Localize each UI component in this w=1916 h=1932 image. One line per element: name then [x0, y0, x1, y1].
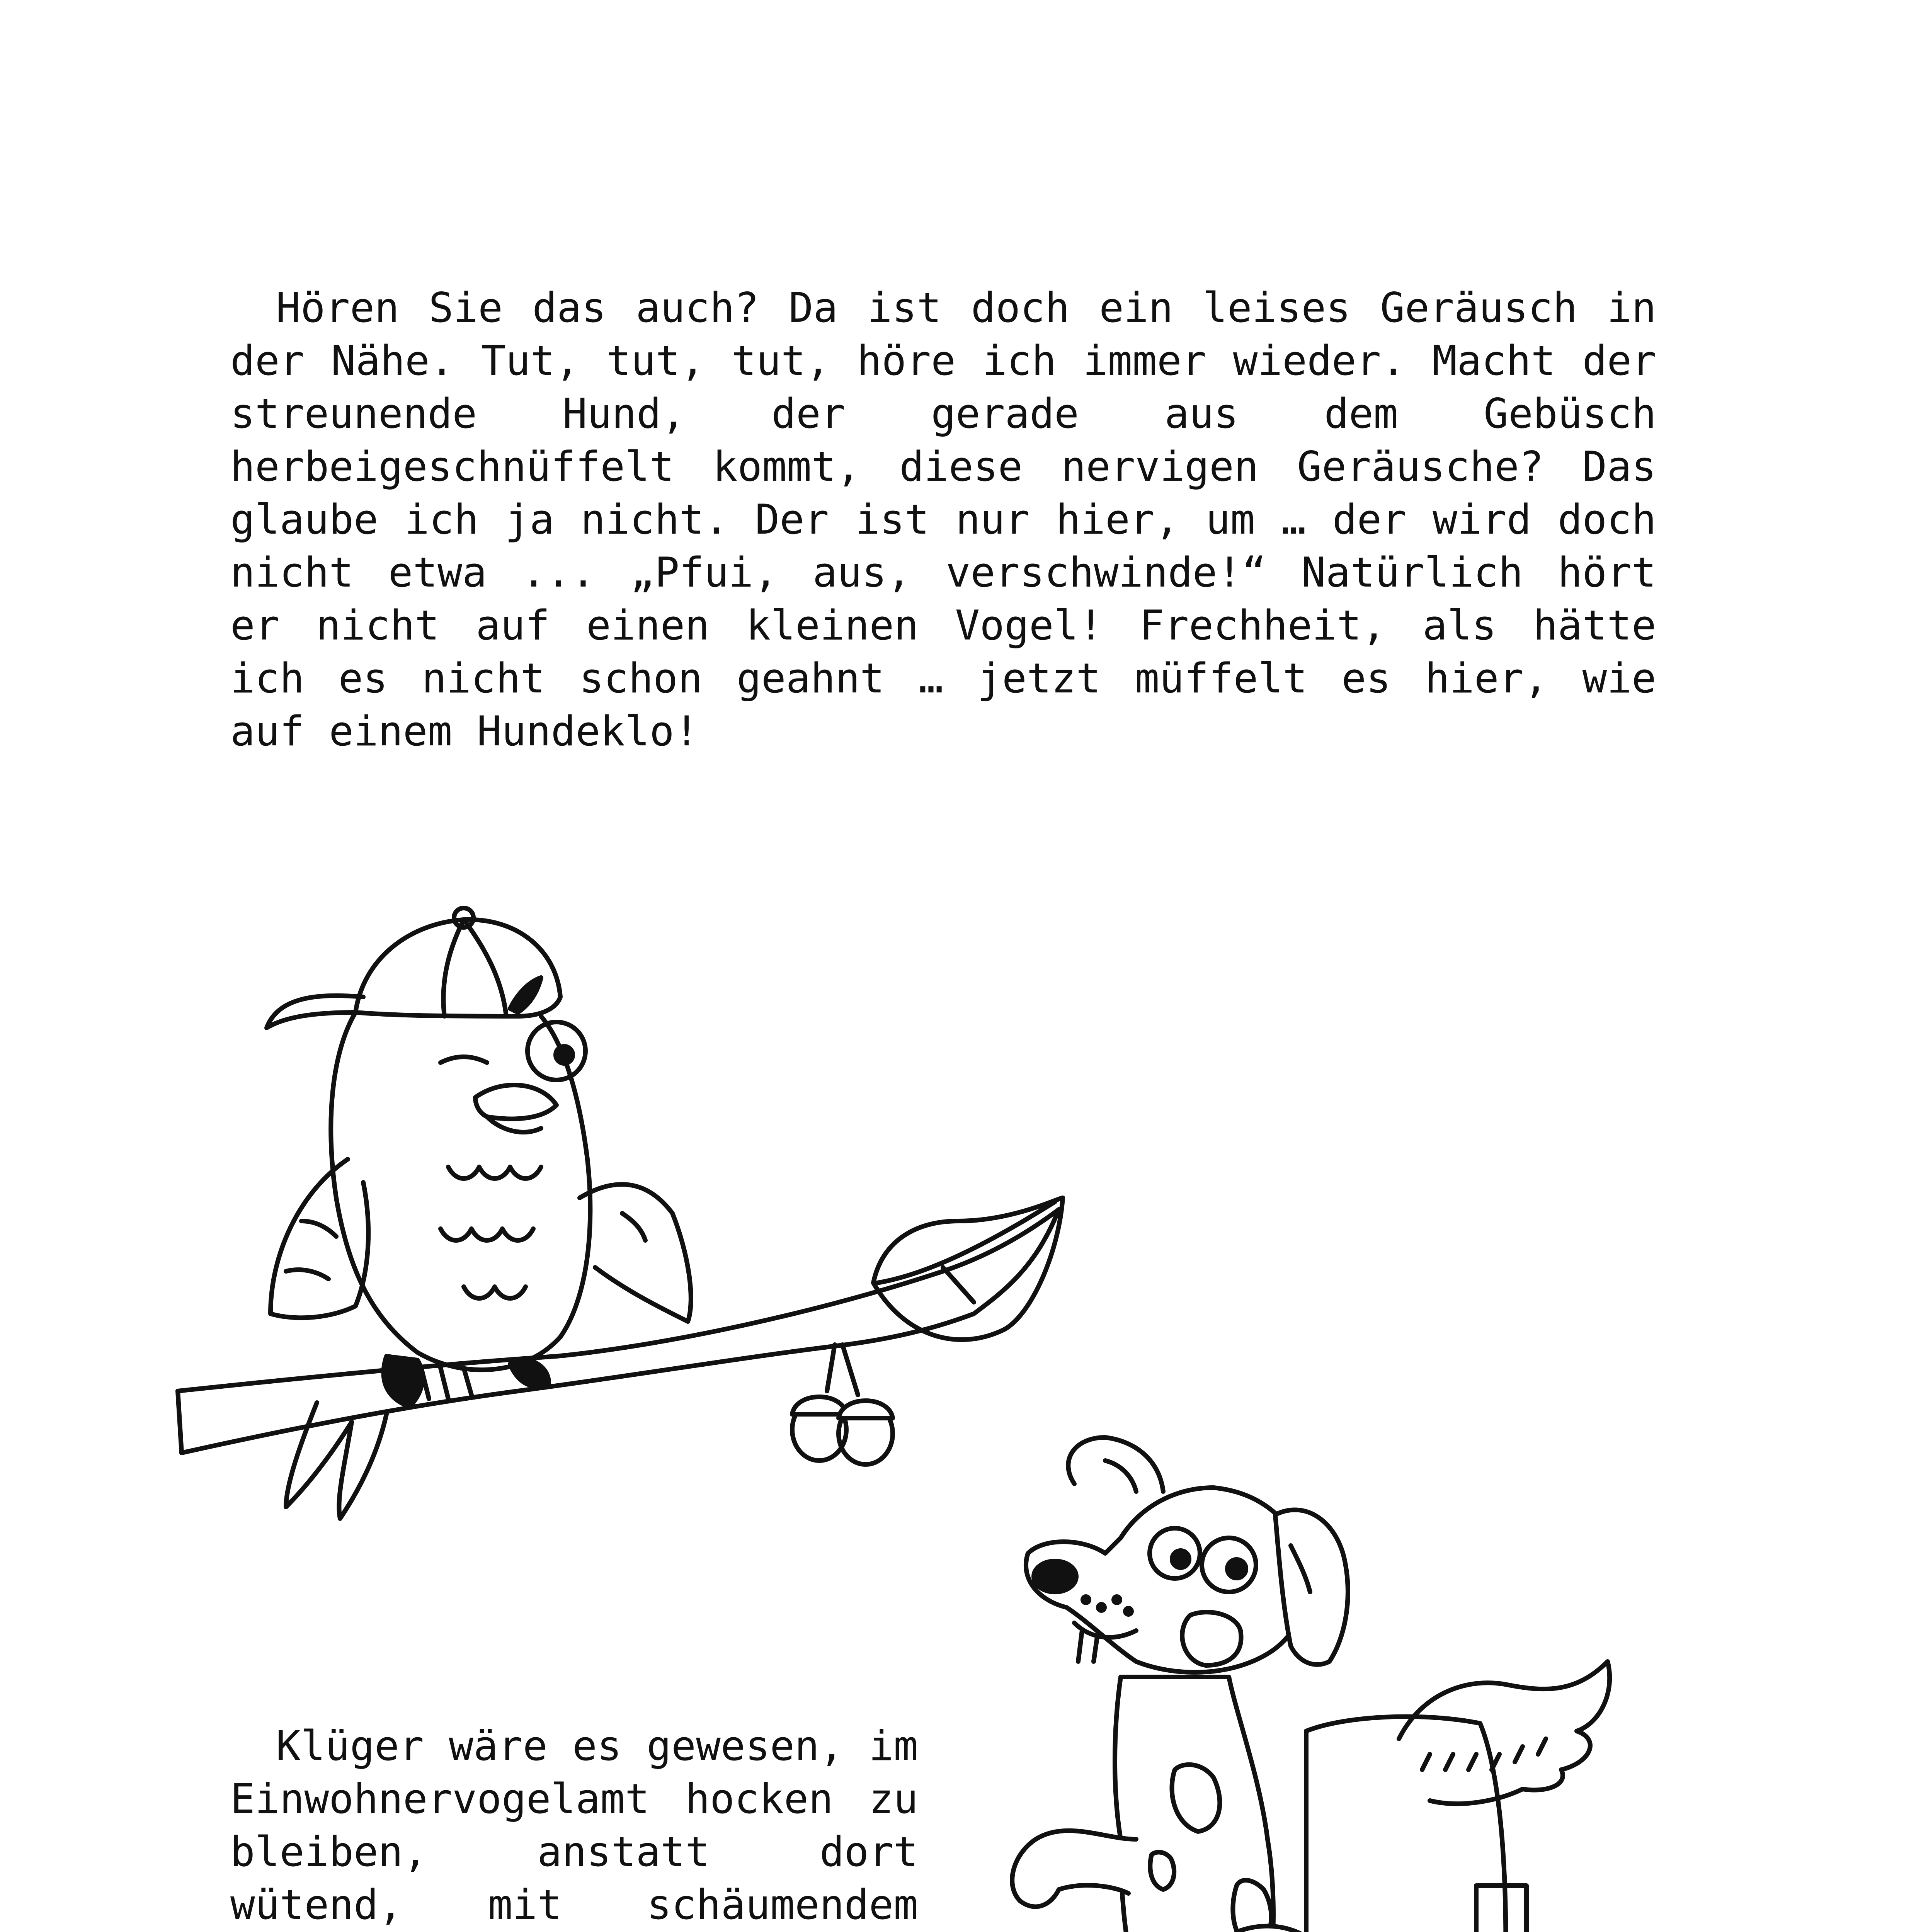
paragraph-second: Klüger wäre es gewesen, im Einwohnervogelamt hocken zu bleiben, anstatt dort wütend, mit schäumendem [230, 1722, 918, 1929]
bird-on-branch-illustration [170, 881, 1082, 1557]
paragraph-intro: Hören Sie das auch? Da ist doch ein leises Geräusch in der Nähe. Tut, tut, tut, höre ich immer wieder. Macht der streunende Hund, der gerade aus dem Gebüsch herbeigeschnüffelt kommt, diese nervigen Geräusche? Das glaube ich ja nicht. Der ist nur hier, um … der wird doch nicht etwa ... „Pfui, aus, verschwinde!“ Natürlich hört er nicht auf einen kleinen Vogel! Frechheit, als hätte ich es nicht schon geahnt … jetzt müffelt es hier, wie auf einem Hundeklo! [230, 284, 1656, 755]
dog-on-toilet-illustration [958, 1383, 1693, 1932]
